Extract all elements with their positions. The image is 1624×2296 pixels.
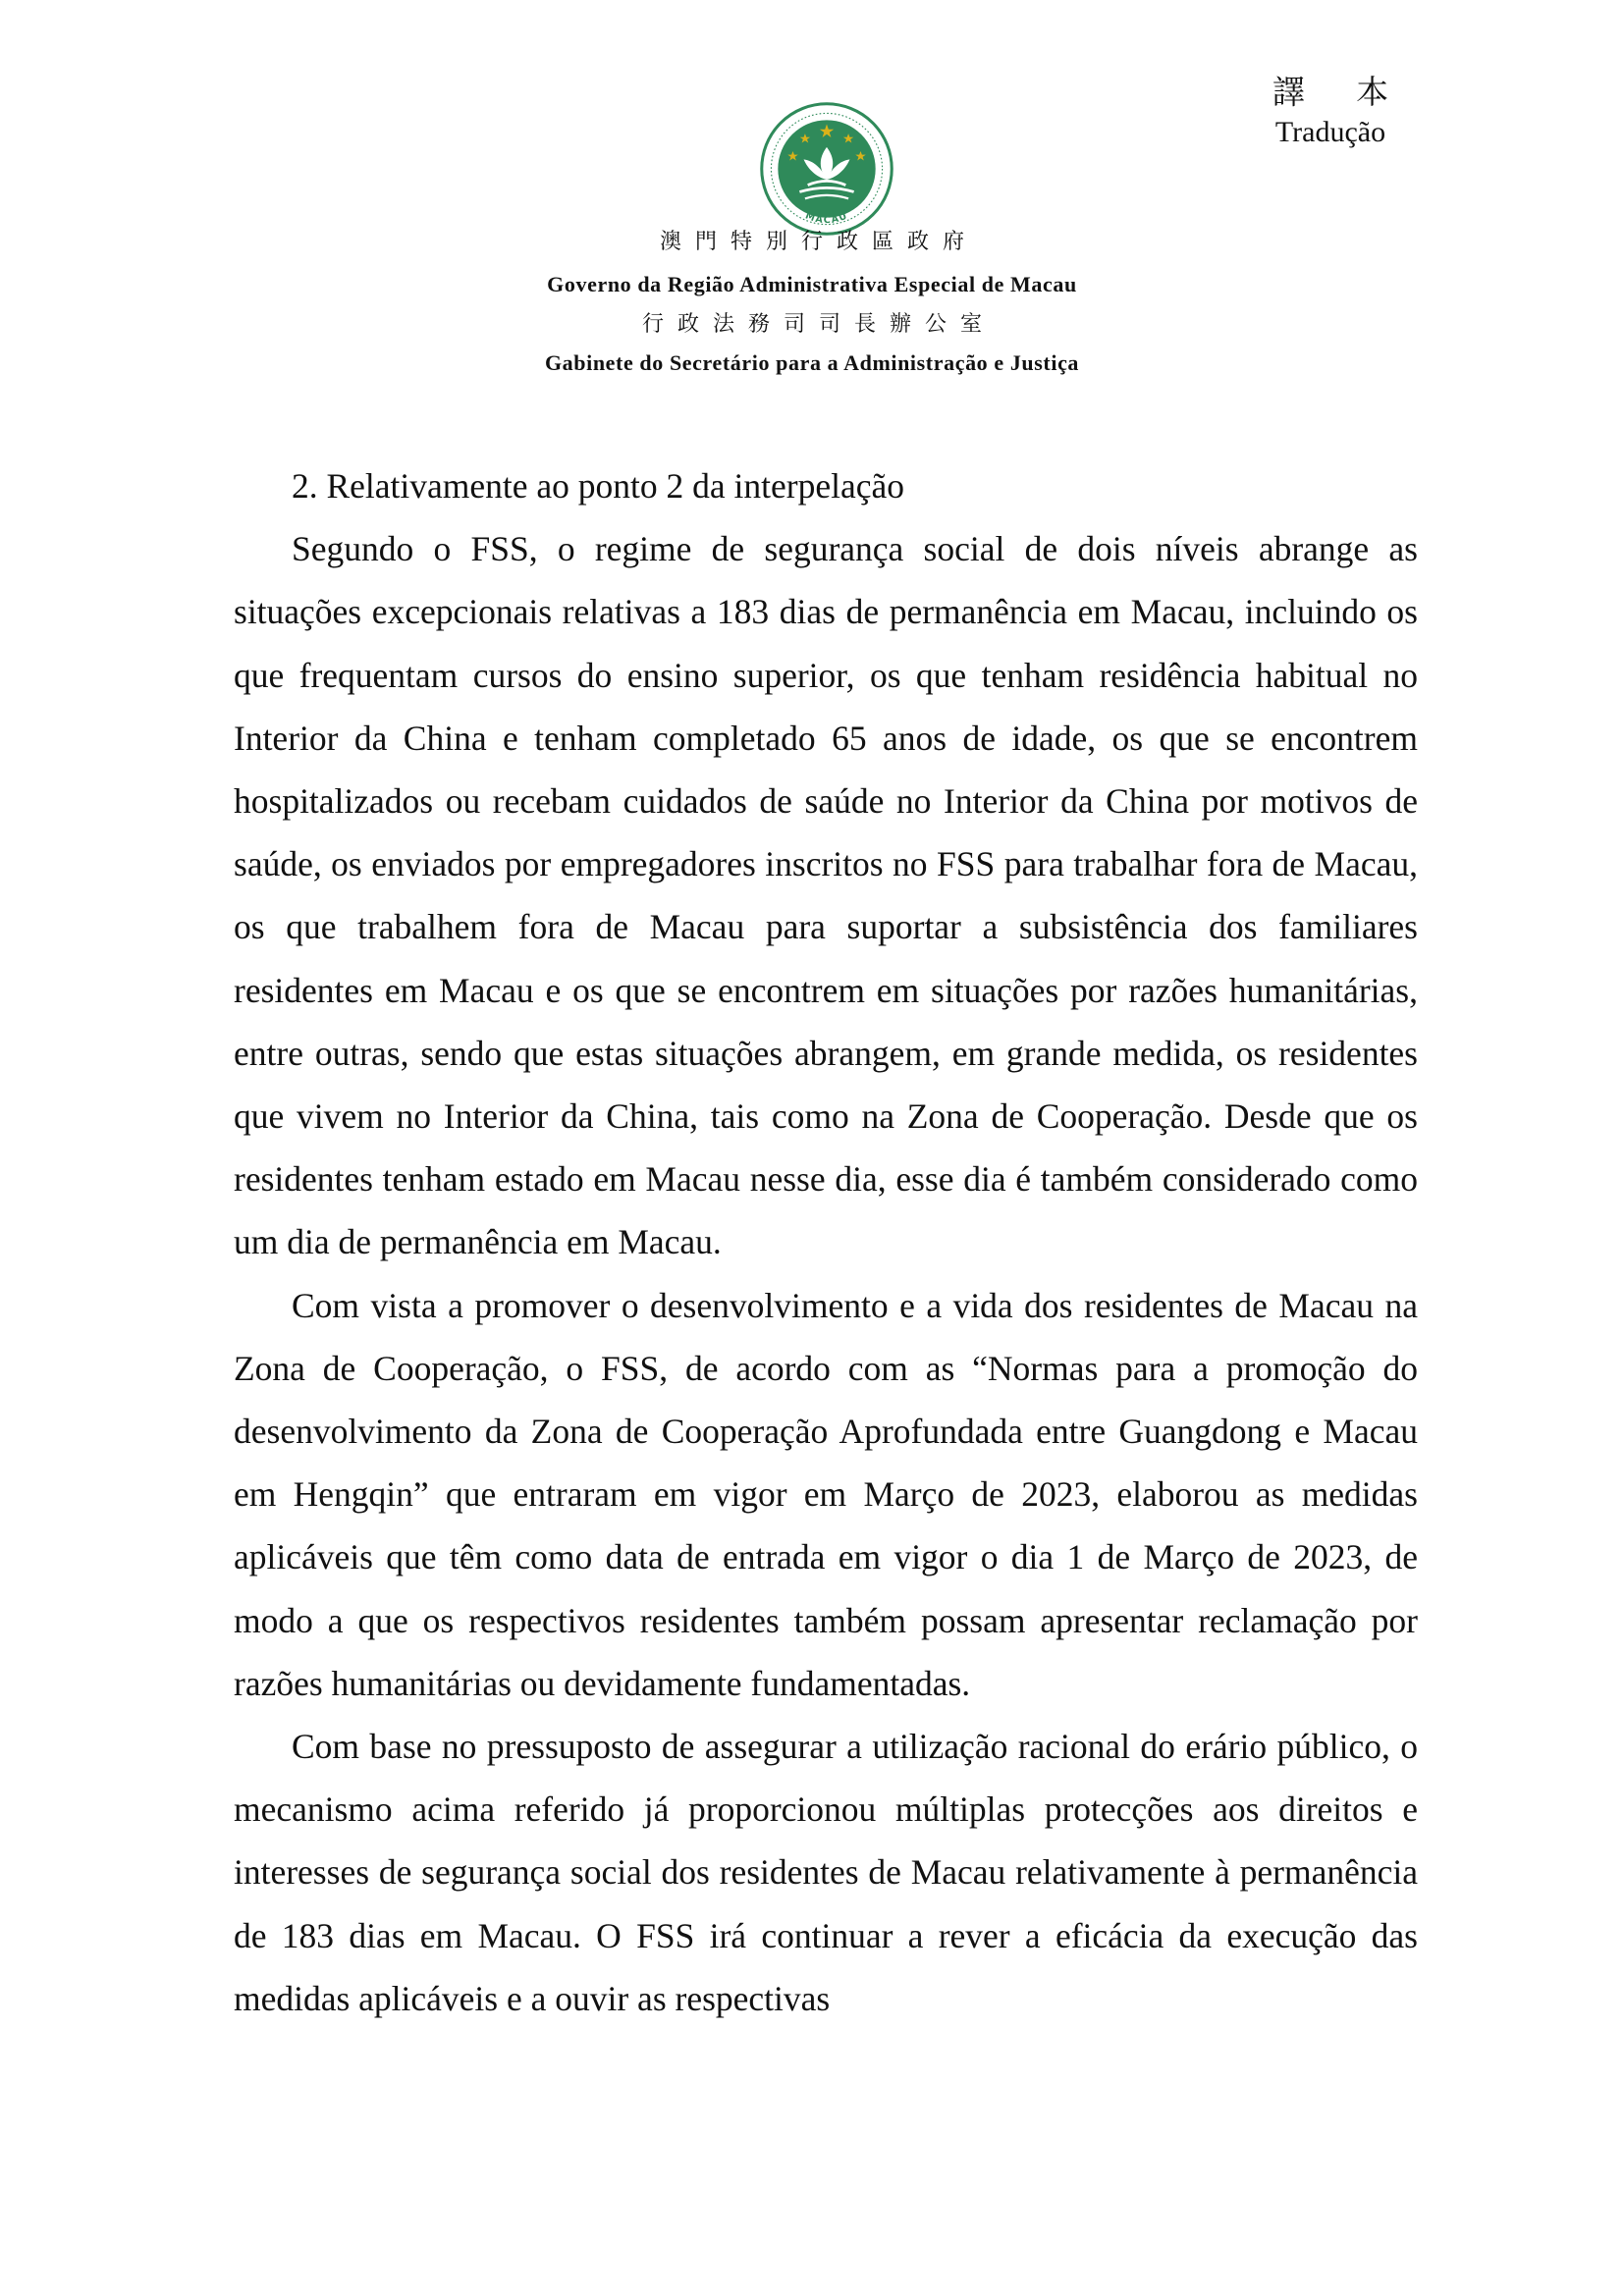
government-name-zh: 澳門特別行政區政府 — [659, 230, 978, 254]
government-name-pt: Governo da Região Administrativa Especial de Macau — [547, 272, 1077, 296]
point-title: 2. Relativamente ao ponto 2 da interpelação — [292, 466, 904, 506]
office-name-pt: Gabinete do Secretário para a Administração e Justiça — [544, 350, 1080, 375]
emblem-ring-text: MACAU — [803, 210, 850, 227]
office-name-zh: 行政法務司司長辦公室 — [641, 312, 996, 337]
paragraph: Segundo o FSS, o regime de segurança social de dois níveis abrange as situações excepcionais relativas a 183 dias de permanência em Macau, incluindo os que frequentam cursos do ensino superior, os que tenham residência habitual no Interior da China e tenham completado 65 anos de idade, os que se encontrem hospitalizados ou recebam cuidados de saúde no Interior da China por motivos de saúde, os enviados por empregadores inscritos no FSS para trabalhar fora de Macau, os que trabalhem fora de Macau para suportar a subsistência dos familiares residentes em Macau e os que se encontrem em situações por razões humanitárias, entre outras, sendo que estas situações abrangem, em grande medida, os residentes que vivem no Interior da China, tais como na Zona de Cooperação. Desde que os residentes tenham estado em Macau nesse dia, esse dia é também considerado como um dia de permanência em Macau. — [234, 529, 1418, 1262]
letterhead — [0, 224, 1624, 383]
translation-mark-pt: Tradução — [1274, 116, 1386, 148]
paragraph: Com base no pressuposto de assegurar a utilização racional do erário público, o mecanismo acima referido já proporcionou múltiplas protecções aos direitos e interesses de segurança social dos residentes de Macau relativamente à permanência de 183 dias em Macau. O FSS irá continuar a rever a eficácia da execução das medidas aplicáveis e a ouvir as respectivas — [234, 1727, 1418, 2018]
translation-mark-zh: 譯 本 — [1272, 76, 1411, 111]
macau-emblem-icon — [759, 101, 894, 237]
document-body — [234, 454, 1418, 2030]
translation-mark — [1247, 73, 1414, 151]
paragraph: Com vista a promover o desenvolvimento e a vida dos residentes de Macau na Zona de Cooperação, o FSS, de acordo com as “Normas para a promoção do desenvolvimento da Zona de Cooperação Aprofundada entre Guangdong e Macau em Hengqin” que entraram em vigor em Março de 2023, elaborou as medidas aplicáveis que têm como data de entrada em vigor o dia 1 de Março de 2023, de modo a que os respectivos residentes também possam apresentar reclamação por razões humanitárias ou devidamente fundamentadas. — [234, 1285, 1418, 1703]
